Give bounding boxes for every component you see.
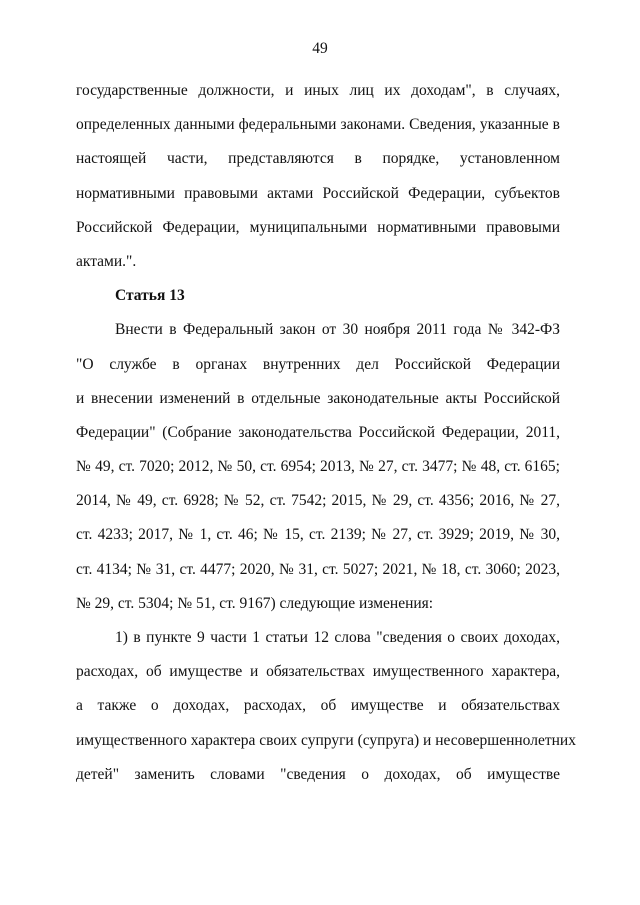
text-line: ст. 4233; 2017, № 1, ст. 46; № 15, ст. 2139; № 27, ст. 3929; 2019, № 30, xyxy=(76,526,560,544)
text-line: нормативными правовыми актами Российской Федерации, субъектов xyxy=(76,184,560,202)
article-heading: Статья 13 xyxy=(115,287,185,305)
text-line: 1) в пункте 9 части 1 статьи 12 слова "сведения о своих доходах, xyxy=(115,629,560,646)
text-line: актами.". xyxy=(76,252,137,270)
text-line: а также о доходах, расходах, об имуществе и обязательствах xyxy=(76,697,560,715)
text-line: и внесении изменений в отдельные законодательные акты Российской xyxy=(76,389,560,407)
text-line: № 49, ст. 7020; 2012, № 50, ст. 6954; 2013, № 27, ст. 3477; № 48, ст. 6165; xyxy=(76,458,560,476)
text-line: Российской Федерации, муниципальными нормативными правовыми xyxy=(76,218,560,236)
text-line: настоящей части, представляются в порядке, установленном xyxy=(76,150,560,168)
text-line: № 29, ст. 5304; № 51, ст. 9167) следующие изменения: xyxy=(76,594,434,612)
text-line: Федерации" (Собрание законодательства Российской Федерации, 2011, xyxy=(76,423,560,441)
text-line: "О службе в органах внутренних дел Российской Федерации xyxy=(76,355,560,373)
text-line: расходах, об имуществе и обязательствах имущественного характера, xyxy=(76,663,560,681)
text-line: имущественного характера своих супруги (супруга) и несовершеннолетних xyxy=(76,731,576,749)
page-number: 49 xyxy=(312,40,328,57)
text-line: определенных данными федеральными законами. Сведения, указанные в xyxy=(76,116,560,134)
text-line: Внести в Федеральный закон от 30 ноября 2011 года № 342-ФЗ xyxy=(115,321,560,339)
text-line: детей" заменить словами "сведения о доходах, об имуществе xyxy=(76,765,560,783)
text-line: 2014, № 49, ст. 6928; № 52, ст. 7542; 2015, № 29, ст. 4356; 2016, № 27, xyxy=(76,492,560,510)
document-body xyxy=(76,74,576,792)
text-line: ст. 4134; № 31, ст. 4477; 2020, № 31, ст. 5027; 2021, № 18, ст. 3060; 2023, xyxy=(76,560,560,578)
text-line: государственные должности, и иных лиц их доходам", в случаях, xyxy=(76,82,560,99)
